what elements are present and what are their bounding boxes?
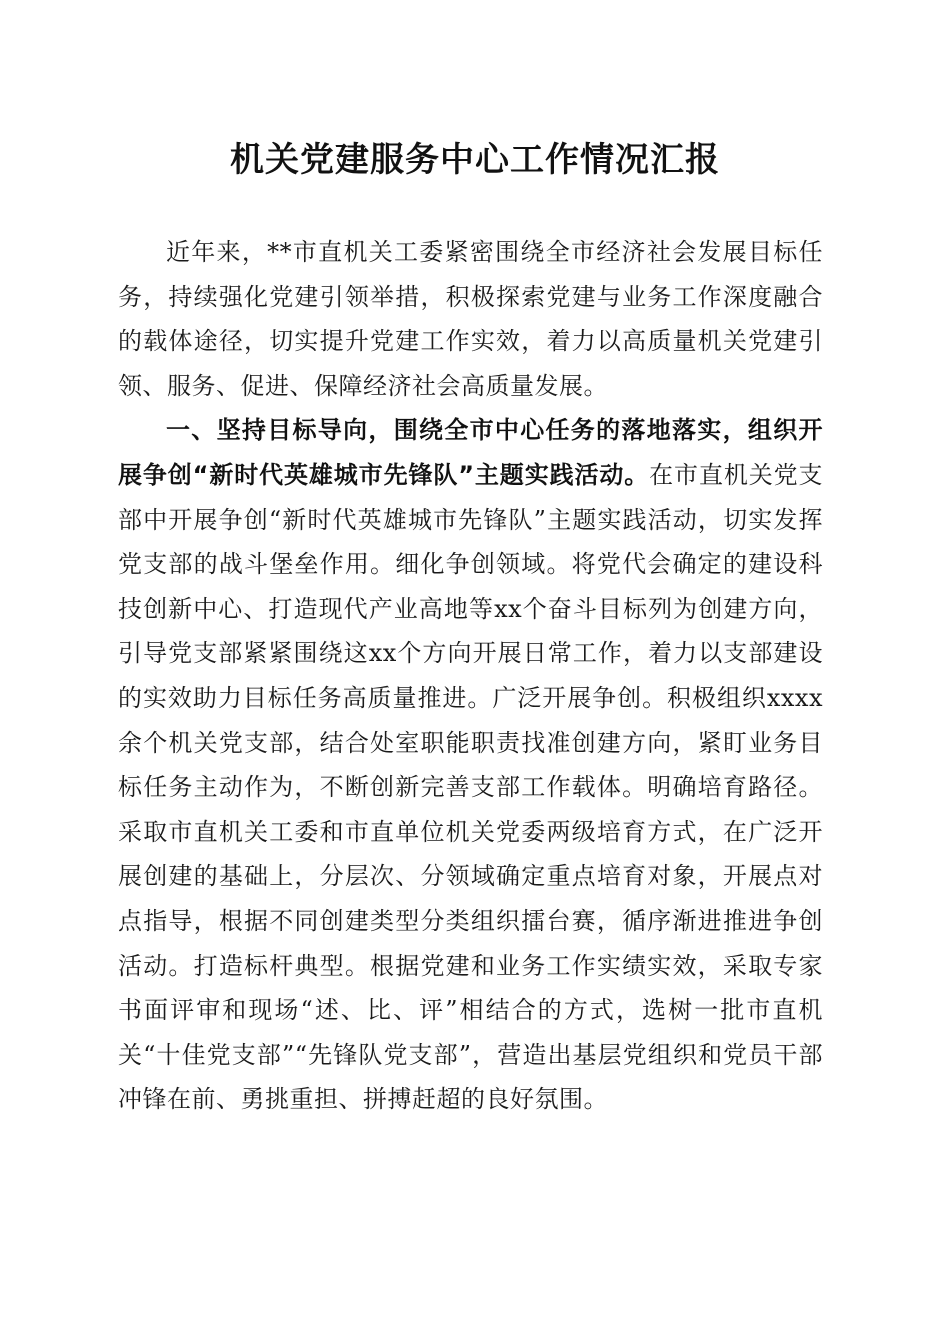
section-one-paragraph [118,408,823,1122]
document-title: 机关党建服务中心工作情况汇报 [230,140,720,180]
intro-paragraph: 近年来，**市直机关工委紧密围绕全市经济社会发展目标任务，持续强化党建引领举措，积极探索党建与业务工作深度融合的载体途径，切实提升党建工作实效，着力以高质量机关党建引领、服务、促进、保障经济社会高质量发展。 [118,238,823,400]
section-one-heading: 一、坚持目标导向，围绕全市中心任务的落地落实，组织开展争创“新时代英雄城市先锋队”主题实践活动。 [118,416,823,489]
document-body [118,230,823,1122]
section-one-body: 在市直机关党支部中开展争创“新时代英雄城市先锋队”主题实践活动，切实发挥党支部的战斗堡垒作用。细化争创领域。将党代会确定的建设科技创新中心、打造现代产业高地等xx个奋斗目标列为创建方向，引导党支部紧紧围绕这xx个方向开展日常工作，着力以支部建设的实效助力目标任务高质量推进。广泛开展争创。积极组织xxxx余个机关党支部，结合处室职能职责找准创建方向，紧盯业务目标任务主动作为，不断创新完善支部工作载体。明确培育路径。采取市直机关工委和市直单位机关党委两级培育方式，在广泛开展创建的基础上，分层次、分领域确定重点培育对象，开展点对点指导，根据不同创建类型分类组织擂台赛，循序渐进推进争创活动。打造标杆典型。根据党建和业务工作实绩实效，采取专家书面评审和现场“述、比、评”相结合的方式，选树一批市直机关“十佳党支部”“先锋队党支部”，营造出基层党组织和党员干部冲锋在前、勇挑重担、拼搏赶超的良好氛围。 [118,460,824,1114]
